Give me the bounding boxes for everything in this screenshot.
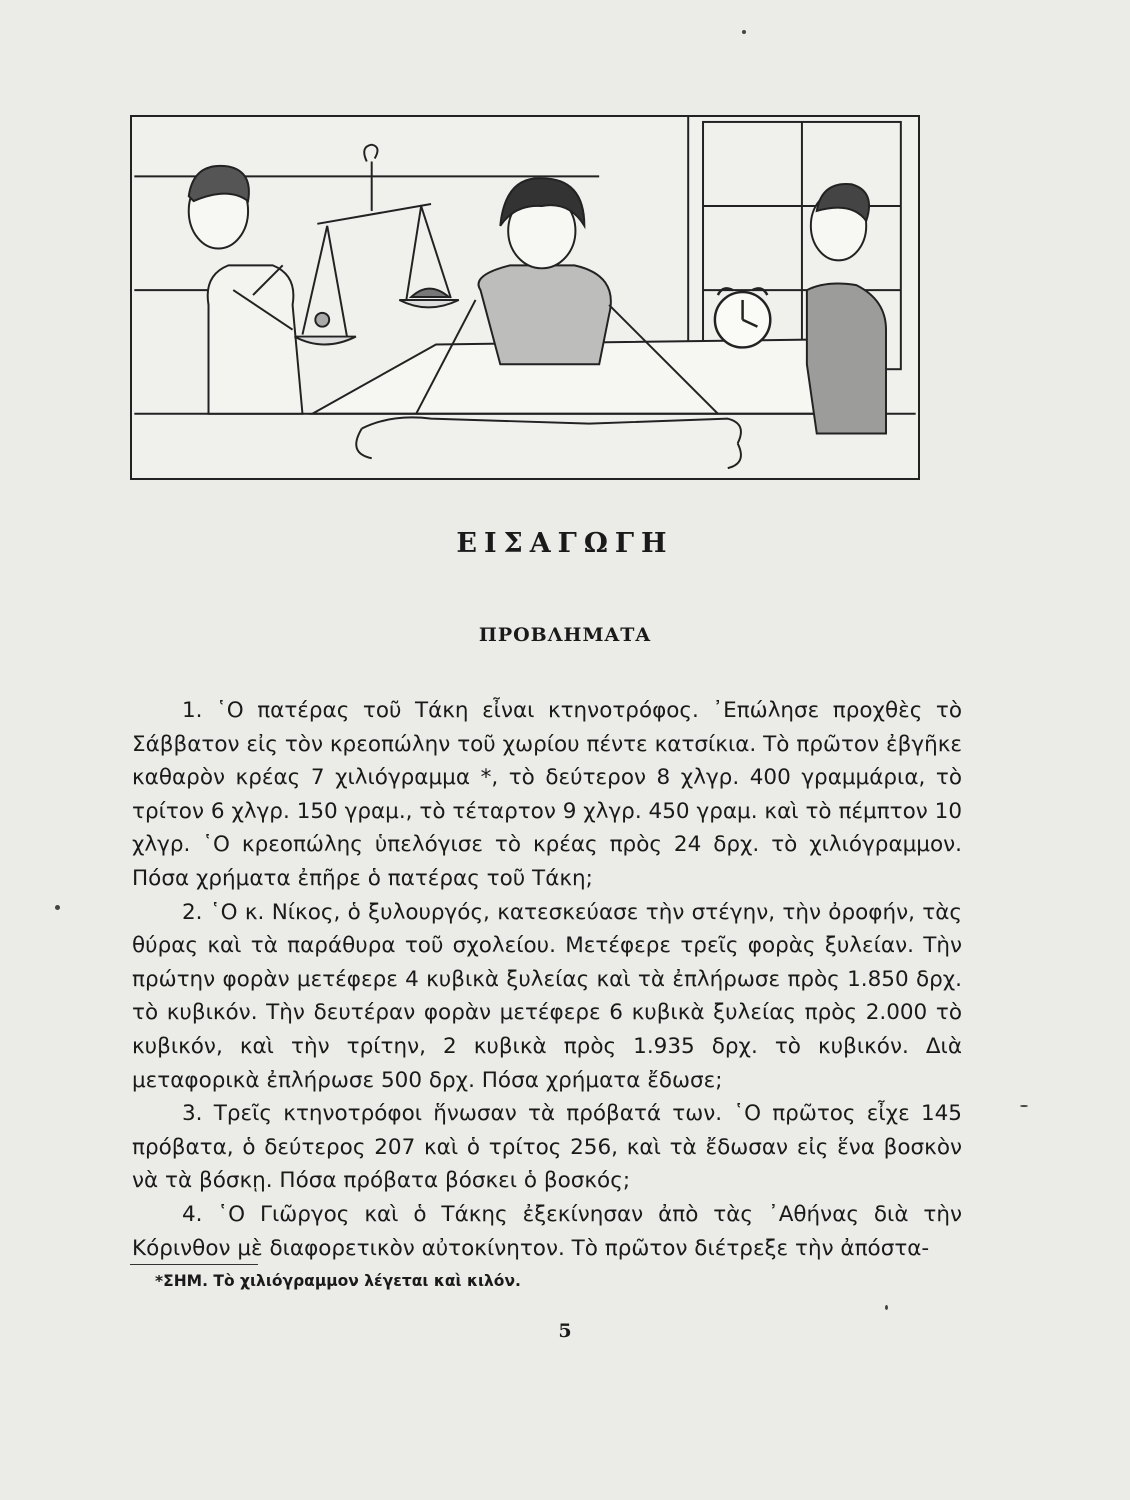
footnote-divider — [130, 1264, 258, 1265]
problems-text — [132, 694, 962, 1265]
balance-scale — [295, 145, 459, 345]
chapter-title: ΕΙΣΑΓΩΓΗ — [456, 528, 674, 559]
classroom-illustration — [130, 115, 920, 480]
illustration-drawing — [132, 117, 918, 478]
scan-speck — [885, 1305, 888, 1310]
footnote: *ΣΗΜ. Τὸ χιλιόγραμμον λέγεται καὶ κιλόν. — [155, 1272, 521, 1290]
problem-paragraph: 4. ῾Ο Γιῶργος καὶ ὁ Τάκης ἐξεκίνησαν ἀπὸ τὰς ᾽Αθήνας διὰ τὴν Κόρινθον μὲ διαφορετικὸν αὐτοκίνητον. Τὸ πρῶτον διέτρεξε τὴν ἀπόστα- — [132, 1201, 962, 1261]
boy-with-clock-figure — [807, 184, 886, 434]
scan-speck — [742, 30, 746, 34]
section-title: ΠΡΟΒΛΗΜΑΤΑ — [478, 624, 652, 646]
scan-speck — [1020, 1105, 1028, 1107]
problem-paragraph: 2. ῾Ο κ. Νίκος, ὁ ξυλουργός, κατεσκεύασε τὴν στέγην, τὴν ὀροφήν, τὰς θύρας καὶ τὰ παράθυρα τοῦ σχολείου. Μετέφερε τρεῖς φορὰς ξυλείαν. Τὴν πρώτην φορὰν μετέφερε 4 κυβικὰ ξυλείας καὶ τὰ ἐπλήρωσε πρὸς 1.850 δρχ. τὸ κυβικόν. Τὴν δευτέραν φορὰν μετέφερε 6 κυβικὰ ξυλείας πρὸς 2.000 τὸ κυβικόν, καὶ τὴν τρίτην, 2 κυβικὰ πρὸς 1.935 δρχ. τὸ κυβικόν. Διὰ μεταφορικὰ ἐπλήρωσε 500 δρχ. Πόσα χρήματα ἔδωσε; — [132, 899, 962, 1093]
problem-paragraph: 3. Τρεῖς κτηνοτρόφοι ἥνωσαν τὰ πρόβατά των. ῾Ο πρῶτος εἶχε 145 πρόβατα, ὁ δεύτερος 207 καὶ ὁ τρίτος 256, καὶ τὰ ἔδωσαν εἰς ἕνα βοσκὸν νὰ τὰ βόσκῃ. Πόσα πρόβατα βόσκει ὁ βοσκός; — [132, 1101, 962, 1194]
page-number: 5 — [558, 1320, 572, 1342]
alarm-clock — [715, 288, 770, 347]
measuring-tape — [356, 417, 741, 468]
problem-paragraph: 1. ῾Ο πατέρας τοῦ Τάκη εἶναι κτηνοτρόφος. ᾽Επώλησε προχθὲς τὸ Σάββατον εἰς τὸν κρεοπώλην τοῦ χωρίου πέντε κατσίκια. Τὸ πρῶτον ἐβγῆκε καθαρὸν κρέας 7 χιλιόγραμμα *, τὸ δεύτερον 8 χλγρ. 400 γραμμάρια, τὸ τρίτον 6 χλγρ. 150 γραμ., τὸ τέταρτον 9 χλγρ. 450 γραμ. καὶ τὸ πέμπτον 10 χλγρ. ῾Ο κρεοπώλης ὑπελόγισε τὸ κρέας πρὸς 24 δρχ. τὸ χιλιόγραμμον. Πόσα χρήματα ἐπῆρε ὁ πατέρας τοῦ Τάκη; — [132, 698, 962, 891]
scan-speck — [55, 905, 60, 910]
